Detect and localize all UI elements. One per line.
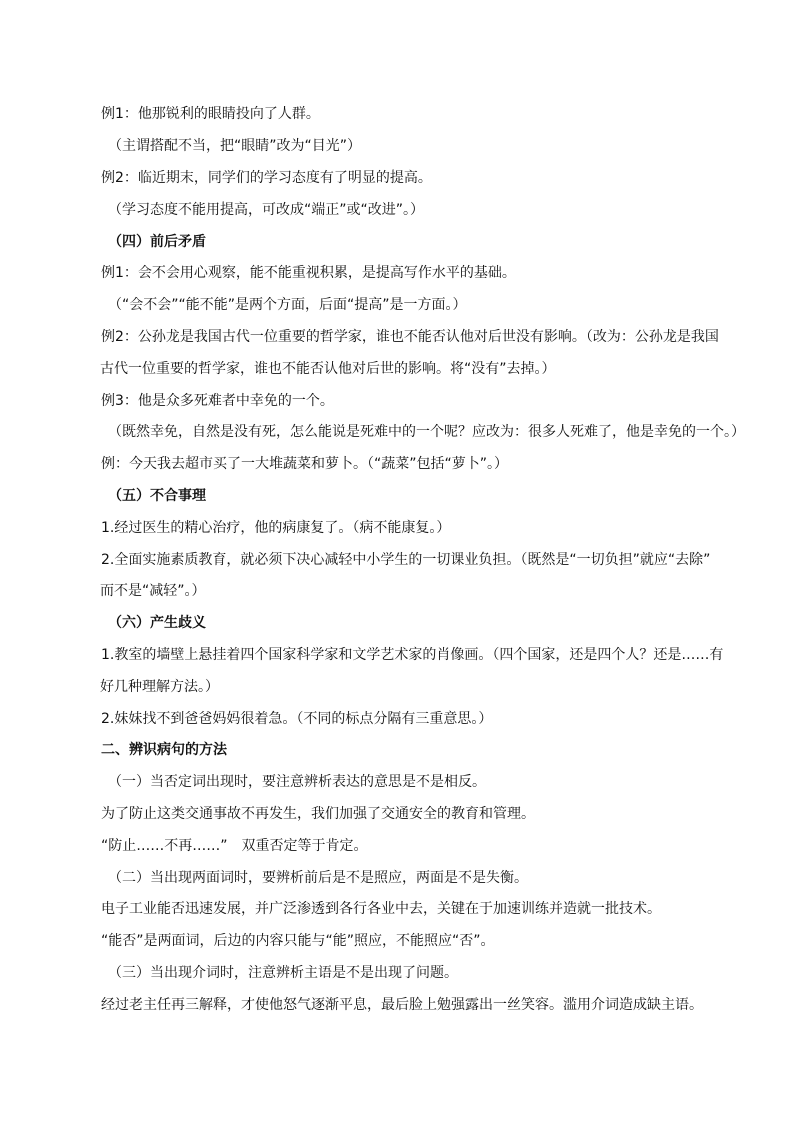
section-heading: （六）产生歧义 xyxy=(108,615,206,631)
example-line: 1.教室的墙壁上悬挂着四个国家科学家和文学艺术家的肖像画。（四个国家，还是四个人？还是……有 xyxy=(101,647,724,663)
example-line-continued: 而不是“减轻”。） xyxy=(100,583,206,599)
explanation-line: （“会不会”“能不能”是两个方面，后面“提高”是一方面。） xyxy=(108,297,467,313)
example-line: 例2：公孙龙是我国古代一位重要的哲学家，谁也不能否认他对后世没有影响。（改为：公孙龙是我国 xyxy=(101,329,719,345)
explanation-line: （主谓搭配不当，把“眼睛”改为“目光”） xyxy=(108,138,362,154)
explanation-line: （既然幸免，自然是没有死，怎么能说是死难中的一个呢？应改为：很多人死难了，他是幸免的一个。） xyxy=(108,424,745,440)
chapter-heading: 二、辨识病句的方法 xyxy=(101,742,227,758)
example-line-continued: 古代一位重要的哲学家，谁也不能否认他对后世的影响。将“没有”去掉。） xyxy=(100,361,556,377)
example-line: 2.全面实施素质教育，就必须下决心减轻中小学生的一切课业负担。（既然是“一切负担”就应“去除” xyxy=(101,552,711,568)
method-heading: （一）当否定词出现时，要注意辨析表达的意思是不是相反。 xyxy=(108,774,486,790)
explanation-line: “防止……不再……” 双重否定等于肯定。 xyxy=(101,838,368,854)
example-line: 2.妹妹找不到爸爸妈妈很着急。（不同的标点分隔有三重意思。） xyxy=(101,711,493,727)
explanation-line: “能否”是两面词，后边的内容只能与“能”照应，不能照应“否”。 xyxy=(101,933,495,949)
example-line: 例3：他是众多死难者中幸免的一个。 xyxy=(101,393,334,409)
example-line: 例：今天我去超市买了一大堆蔬菜和萝卜。（“蔬菜”包括“萝卜”。） xyxy=(101,456,509,472)
section-heading: （四）前后矛盾 xyxy=(108,234,206,250)
explanation-line: （学习态度不能用提高，可改成“端正”或“改进”。） xyxy=(108,202,425,218)
example-line: 例1：会不会用心观察，能不能重视积累，是提高写作水平的基础。 xyxy=(101,265,516,281)
section-heading: （五）不合事理 xyxy=(108,488,206,504)
example-line: 为了防止这类交通事故不再发生，我们加强了交通安全的教育和管理。 xyxy=(101,806,535,822)
example-line-continued: 好几种理解方法。） xyxy=(100,679,219,695)
example-line: 电子工业能否迅速发展，并广泛渗透到各行各业中去，关键在于加速训练并造就一批技术。 xyxy=(101,901,661,917)
method-heading: （二）当出现两面词时，要辨析前后是不是照应，两面是不是失衡。 xyxy=(108,870,528,886)
example-line: 经过老主任再三解释，才使他怒气逐渐平息，最后脸上勉强露出一丝笑容。滥用介词造成缺主语。 xyxy=(101,997,703,1013)
example-line: 1.经过医生的精心治疗，他的病康复了。（病不能康复。） xyxy=(101,520,451,536)
method-heading: （三）当出现介词时，注意辨析主语是不是出现了问题。 xyxy=(108,965,458,981)
example-line: 例2：临近期末，同学们的学习态度有了明显的提高。 xyxy=(101,170,432,186)
example-line: 例1：他那锐利的眼睛投向了人群。 xyxy=(101,106,320,122)
